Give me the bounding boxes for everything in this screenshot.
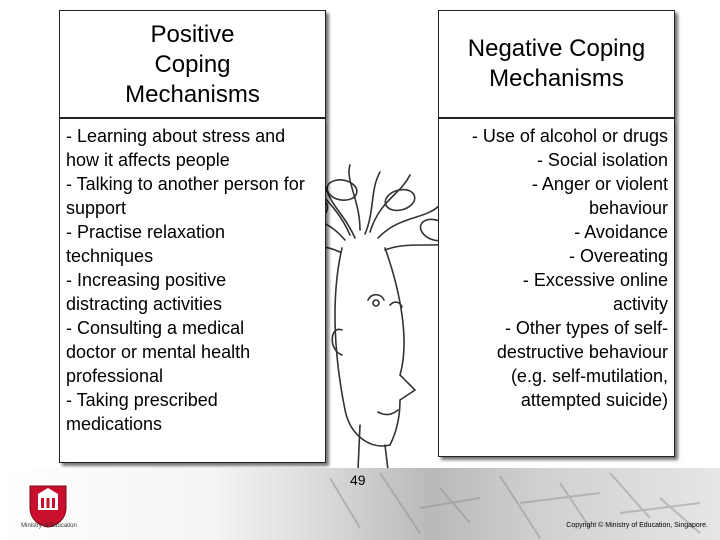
positive-title-line: Coping: [154, 51, 231, 78]
positive-item: - Practise relaxation techniques: [66, 222, 226, 266]
positive-title-line: Positive: [150, 21, 235, 48]
negative-title-line: Negative Coping: [467, 35, 646, 62]
footer: [0, 468, 720, 540]
page-number: 49: [350, 472, 366, 488]
positive-title: [60, 20, 325, 110]
positive-item: - Taking prescribed medications: [66, 390, 218, 434]
negative-item: - Use of alcohol or drugs: [471, 126, 668, 146]
positive-item: - Learning about stress and how it affects people: [66, 126, 286, 170]
positive-item: - Consulting a medical doctor or mental health professional: [66, 318, 251, 386]
negative-item: - Social isolation: [536, 150, 668, 170]
negative-item: - Anger or violent behaviour: [531, 174, 668, 218]
logo-text: Ministry of Education: [21, 523, 77, 529]
negative-item: - Excessive online activity: [522, 270, 668, 314]
negative-item: - Overeating: [568, 246, 668, 266]
negative-title-line: Mechanisms: [489, 65, 624, 92]
positive-list: [66, 124, 321, 436]
copyright-text: Copyright © Ministry of Education, Singapore.: [566, 522, 708, 529]
positive-item: - Increasing positive distracting activities: [66, 270, 227, 314]
positive-title-line: Mechanisms: [125, 81, 260, 108]
positive-list-box: [59, 118, 326, 463]
ministry-logo-icon: [26, 482, 70, 528]
positive-item: - Talking to another person for support: [66, 174, 305, 218]
negative-item: - Avoidance: [574, 222, 668, 242]
negative-title: [439, 34, 674, 94]
negative-list-box: [438, 118, 675, 457]
negative-list: [440, 124, 668, 412]
negative-title-box: [438, 10, 675, 118]
negative-item: - Other types of self-destructive behaviour (e.g. self-mutilation, attempted suicide): [496, 318, 668, 410]
positive-title-box: [59, 10, 326, 118]
